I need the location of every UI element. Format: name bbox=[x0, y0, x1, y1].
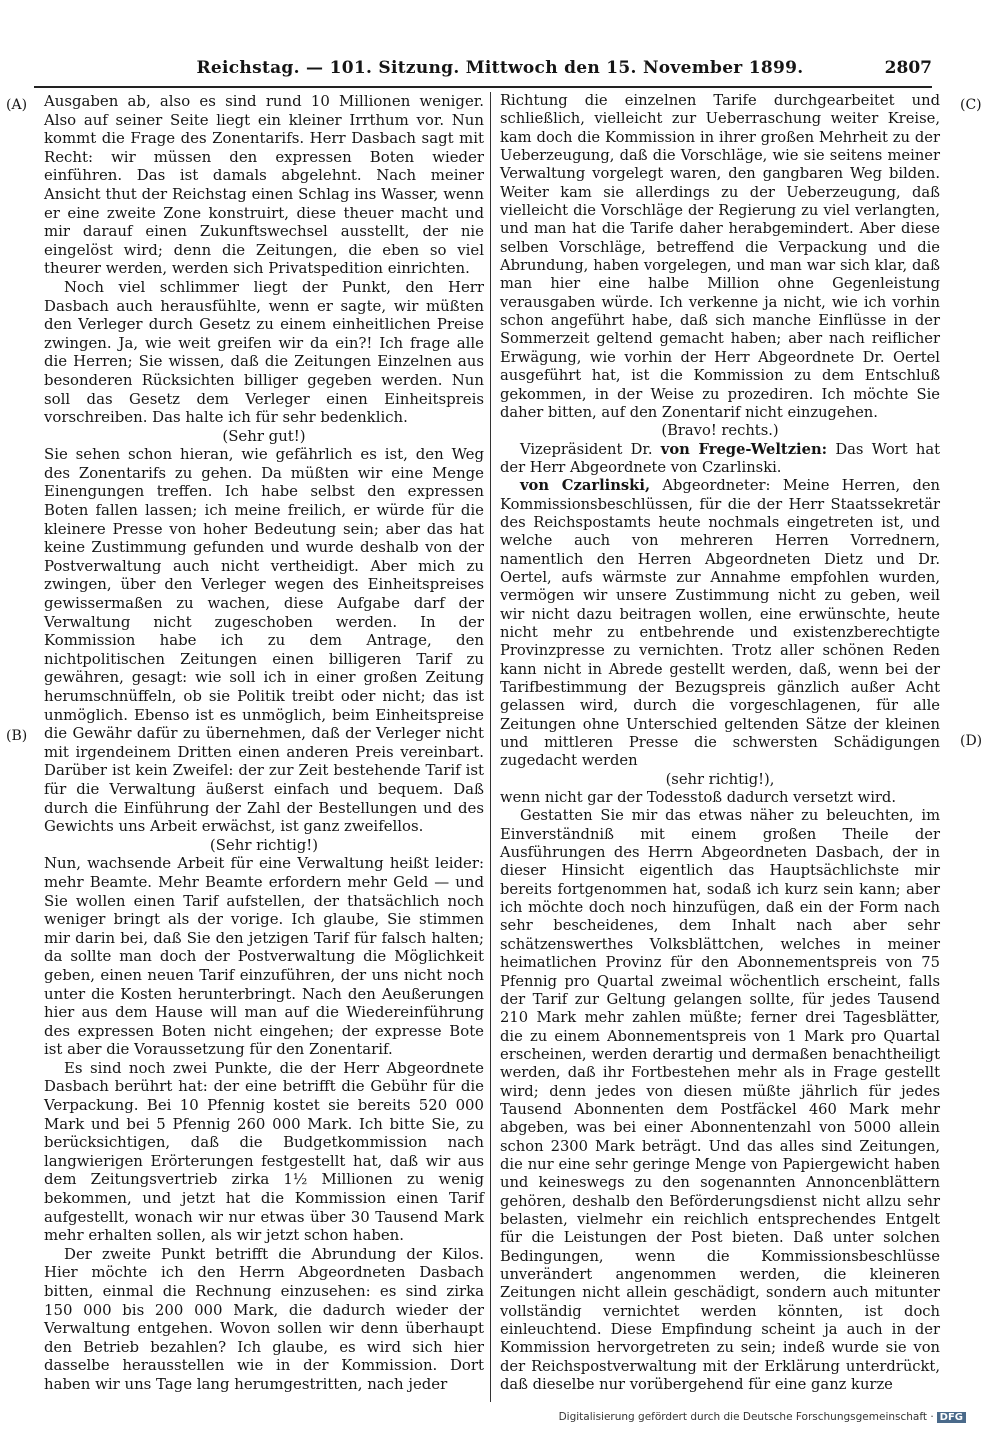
interjection: (Bravo! rechts.) bbox=[661, 422, 779, 440]
president-statement bbox=[500, 441, 940, 478]
interjection: (sehr richtig!), bbox=[665, 770, 775, 788]
page-number: 2807 bbox=[884, 58, 932, 78]
left-column bbox=[44, 92, 484, 1394]
dfg-logo: DFG bbox=[937, 1412, 966, 1423]
speaker-name: von Czarlinski, bbox=[520, 477, 651, 495]
interjection: (Sehr gut!) bbox=[222, 426, 306, 445]
paragraph: Noch viel schlimmer liegt der Punkt, den Herr Dasbach auch herausfühlte, wenn er sagte, wir müßten den Verleger durch Gesetz zu einem einheitlichen Preise zwingen. Ja, wie weit greifen wir da ein?! Ich frage alle die Herren; Sie wissen, daß die Zeitungen Einzelnen aus besonderen Rücksichten billiger gegeben werden. Nun soll das Gesetz dem Verleger einen Einheitspreis vorschreiben. Das halte ich für sehr bedenklich. bbox=[44, 277, 484, 427]
paragraph: Es sind noch zwei Punkte, die der Herr Abgeordnete Dasbach berührt hat: der eine betrifft die Gebühr für die Verpackung. Bei 10 Pfennig kostet sie bereits 520 000 Mark und bei 5 Pfennig 260 000 Mark. Ich bitte Sie, zu berücksichtigen, daß die Budgetkommission nach langwierigen Erörterungen festgestellt hat, daß wir aus dem Zeitungsvertrieb zirka 1½ Millionen zu wenig bekommen, und jetzt hat die Kommission einen Tarif aufgestellt, wonach wir nur etwas über 30 Tausend Mark mehr erhalten sollen, als wir jetzt schon haben. bbox=[44, 1058, 484, 1245]
paragraph: Nun, wachsende Arbeit für eine Verwaltung heißt leider: mehr Beamte. Mehr Beamte erfordern mehr Geld — und Sie wollen einen Tarif aufstellen, der thatsächlich noch weniger bringt als der vorige. Ich glaube, Sie stimmen mir darin bei, daß Sie den jetzigen Tarif für falsch halten; da sollte man doch der Postverwaltung die Möglichkeit geben, einen neuen Tarif einzuführen, der uns nicht noch unter die Kosten herunterbringt. Nach den Aeußerungen hier aus dem Hause will man auf die Wiedereinführung des expressen Boten nicht eingehen; der expresse Bote ist aber die Voraussetzung für den Zonentarif. bbox=[44, 854, 484, 1059]
paragraph: Der zweite Punkt betrifft die Abrundung der Kilos. Hier möchte ich den Herrn Abgeordneten Dasbach bitten, einmal die Rechnung einzusehen: es sind zirka 150 000 bis 200 000 Mark, die dadurch wieder der Verwaltung entgehen. Wovon sollen wir denn überhaupt den Betrieb bezahlen? Ich glaube, es wird sich hier dasselbe herausstellen wie in der Kommission. Dort haben wir uns Tage lang herumgestritten, nach jeder bbox=[44, 1244, 484, 1393]
footer-text: Digitalisierung gefördert durch die Deutsche Forschungsgemeinschaft · bbox=[558, 1411, 934, 1423]
paragraph: Gestatten Sie mir das etwas näher zu beleuchten, im Einverständniß mit einem großen Theile der Ausführungen des Herrn Abgeordneten Dasbach, der in dieser Hinsicht eigentlich das Hauptsächlichste mir bereits fortgenommen hat, sodaß ich kurz sein kann; aber ich möchte doch noch hinzufügen, daß ein der Form nach sehr bescheidenes, dem Inhalt nach aber sehr schätzenswerthes Volksblättchen, welches in meiner heimatlichen Provinz für den Abonnementspreis von 75 Pfennig pro Quartal zweimal wöchentlich erscheint, falls der Tarif zur Geltung gelangen sollte, für jedes Tausend 210 Mark mehr zahlen müßte; ferner drei Tagesblätter, die zu einem Abonnementspreis von 1 Mark pro Quartal erscheinen, werden derartig und dermaßen benachtheiligt werden, daß ihr Fortbestehen mehr als in Frage gestellt wird; denn jedes von diesen müßte jährlich für jedes Tausend Abonnenten dem Postfäckel 460 Mark mehr abgeben, was bei einer Abonnentenzahl von 5000 allein schon 2300 Mark beträgt. Und das alles sind Zeitungen, die nur eine sehr geringe Menge von Papiergewicht haben und keineswegs zu den sogenannten Annoncenblättern gehören, deshalb den Beförderungsdienst nicht allzu sehr belasten, vielmehr ein reichlich entsprechendes Entgelt für die Leistungen der Post bieten. Daß unter solchen Bedingungen, wenn die Kommissionsbeschlüsse unverändert angenommen werden, die kleineren Zeitungen nicht allein geschädigt, sondern auch mitunter vollständig vernichtet werden könnten, ist doch einleuchtend. Diese Empfindung scheint ja auch in der Kommission hervorgetreten zu sein; indeß wurde sie von der Reichspostverwaltung mit der Erklärung unterdrückt, daß dieselbe nur vorübergehend für eine ganz kurze bbox=[500, 807, 940, 1394]
speaker-statement bbox=[500, 477, 940, 771]
president-title: Vizepräsident Dr. bbox=[520, 440, 653, 458]
paragraph: Ausgaben ab, also es sind rund 10 Millionen weniger. Also auf seiner Seite liegt ein kleiner Irrthum vor. Nun kommt die Frage des Zonentarifs. Herr Dasbach sagt mit Recht: wir müssen den expressen Boten wieder einführen. Das ist damals abgelehnt. Nach meiner Ansicht thut der Reichstag einen Schlag ins Wasser, wenn er eine zweite Zone konstruirt, diese theuer macht und mir darauf einen Zukunftswechsel ausstellt, der nie eingelöst wird; denn die Zeitungen, die eben so viel theurer werden, werden sich Privatspedition einrichten. bbox=[44, 92, 484, 278]
footer-credit bbox=[559, 1411, 966, 1423]
paragraph: Richtung die einzelnen Tarife durchgearbeitet und schließlich, vielleicht zur Ueberraschung weiter Kreise, kam doch die Kommission in ihrer großen Mehrheit zu der Ueberzeugung, daß die Vorschläge, wie sie seitens meiner Verwaltung vorgelegt waren, den gangbaren Weg bilden. Weiter kam sie allerdings zu der Ueberzeugung, daß vielleicht die Vorschläge der Regierung zu viel verlangten, und man hat die Tarife daher herabgemindert. Aber diese selben Vorschläge, betreffend die Verpackung und die Abrundung, haben vorgelegen, und man war sich klar, daß man hier eine halbe Million ohne Gegenleistung verausgaben würde. Ich verkenne ja nicht, wie ich vorhin schon angeführt habe, daß sich manche Einflüsse in der Sommerzeit geltend gemacht haben; aber nach reiflicher Erwägung, wie vorhin der Herr Abgeordnete Dr. Oertel ausgeführt hat, ist die Kommission zu dem Entschluß gekommen, in der Weise zu prozediren. Ich möchte Sie daher bitten, auf den Zonentarif nicht einzugehen. bbox=[500, 92, 940, 421]
column-divider bbox=[490, 92, 491, 1402]
speaker-text: Abgeordneter: Meine Herren, den Kommissionsbeschlüssen, für die der Herr Staatssekretär des Reichspostamts heute nochmals eingetreten ist, und welche auch von mehreren Herren Vorrednern, namentlich den Herren Abgeordneten Dietz und Dr. Oertel, aufs wärmste zur Annahme empfohlen wurden, vermögen wir unsere Zustimmung nicht zu geben, weil wir nicht dazu beitragen wollen, eine erwünschte, heute nicht mehr zu entbehrende und existenzberechtigte Provinzpresse zu vernichten. Trotz aller schönen Reden kann nicht in Abrede gestellt werden, daß, wenn bei der Tarifbestimmung der Bezugspreis gänzlich außer Acht gelassen wird, durch die vorgeschlagenen, für alle Zeitungen ohne Unterschied geltenden Sätze der kleinen und mittleren Presse die schwersten Schädigungen zugedacht werden bbox=[500, 477, 940, 770]
president-text: Das Wort hat der Herr Abgeordnete von Czarlinski. bbox=[500, 440, 941, 476]
margin-marker-c: (C) bbox=[960, 97, 982, 113]
interjection: (Sehr richtig!) bbox=[209, 835, 319, 854]
header-title: Reichstag. — 101. Sitzung. Mittwoch den 15. November 1899. bbox=[196, 58, 804, 78]
margin-marker-a: (A) bbox=[6, 97, 28, 113]
margin-marker-b: (B) bbox=[6, 728, 28, 744]
paragraph: Sie sehen schon hieran, wie gefährlich es ist, den Weg des Zonentarifs zu gehen. Da müßten wir eine Menge Einengungen treffen. Ich habe selbst den expressen Boten fallen lassen; ich meine freilich, er würde für die kleinere Presse von hoher Bedeutung sein; aber das hat keine Zustimmung gefunden und wurde deshalb von der Postverwaltung auch nicht vertheidigt. Aber mich zu zwingen, über den Verleger wegen des Einheitspreises gewissermaßen zu wachen, diese Aufgabe darf der Verwaltung nicht zugeschoben werden. In der Kommission habe ich zu dem Antrage, den nichtpolitischen Zeitungen einen billigeren Tarif zu gewähren, gesagt: wie soll ich in einer großen Zeitung herumschnüffeln, ob sie Politik treibt oder nicht; das ist unmöglich. Ebenso ist es unmöglich, beim Einheitspreise die Gewähr dafür zu übernehmen, daß der Verleger nicht mit irgendeinem Dritten einen anderen Preis vereinbart. Darüber ist kein Zweifel: der zur Zeit bestehende Tarif ist für die Verwaltung äußerst einfach und bequem. Daß durch die Einführung der Zahl der Bestellungen und des Gewichts uns Arbeit erwächst, ist ganz zweifellos. bbox=[44, 445, 484, 836]
paragraph: wenn nicht gar der Todesstoß dadurch versetzt wird. bbox=[500, 789, 896, 807]
page-header bbox=[0, 58, 1000, 84]
margin-marker-d: (D) bbox=[960, 733, 983, 749]
header-rule bbox=[34, 86, 932, 88]
president-name: von Frege-Weltzien: bbox=[660, 440, 828, 458]
right-column bbox=[500, 92, 940, 1394]
